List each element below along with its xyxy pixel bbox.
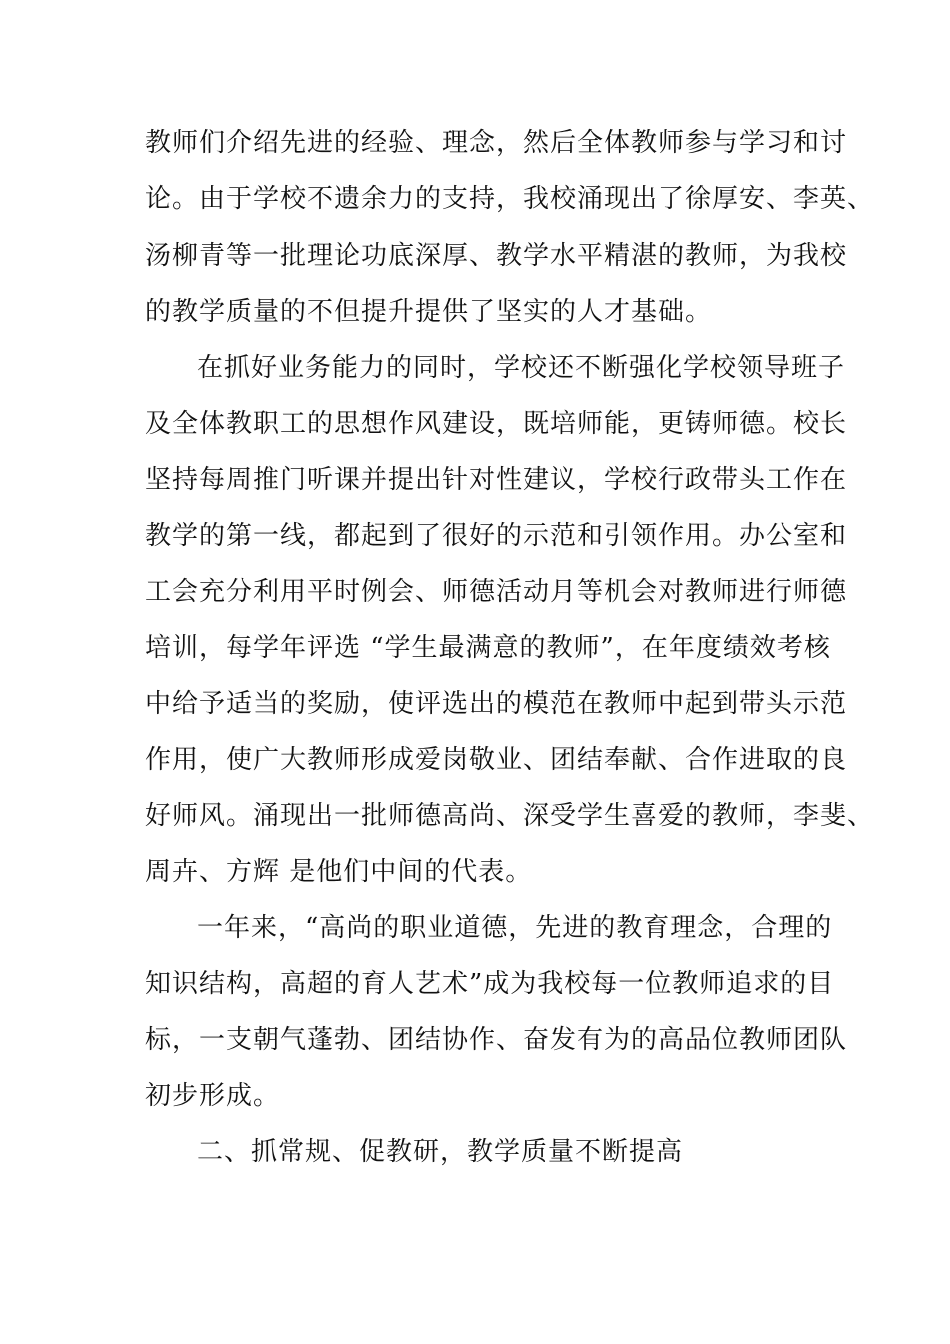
paragraph-line: 知识结构，高超的育人艺术”成为我校每一位教师追求的目 [145,969,835,999]
paragraph-line: 一年来，“高尚的职业道德，先进的教育理念，合理的 [197,913,833,943]
paragraph-line: 论。由于学校不遗余力的支持，我校涌现出了徐厚安、李英、 [145,184,875,214]
paragraph-line: 在抓好业务能力的同时，学校还不断强化学校领导班子 [197,353,846,383]
paragraph-line: 坚持每周推门听课并提出针对性建议，学校行政带头工作在 [145,465,848,495]
section-heading: 二、抓常规、促教研，教学质量不断提高 [197,1137,684,1167]
paragraph-line: 中给予适当的奖励，使评选出的模范在教师中起到带头示范 [145,689,848,719]
paragraph-line: 好师风。涌现出一批师德高尚、深受学生喜爱的教师，李斐、 [145,801,875,831]
paragraph-line: 的教学质量的不但提升提供了坚实的人才基础。 [145,297,713,327]
paragraph-line: 教师们介绍先进的经验、理念，然后全体教师参与学习和讨 [145,128,848,158]
paragraph-line: 培训，每学年评选 “学生最满意的教师”，在年度绩效考核 [145,633,831,663]
paragraph-line: 作用，使广大教师形成爱岗敬业、团结奉献、合作进取的良 [145,745,848,775]
paragraph-line: 周卉、方辉 是他们中间的代表。 [145,857,533,887]
paragraph-line: 工会充分利用平时例会、师德活动月等机会对教师进行师德 [145,577,848,607]
paragraph-line: 标，一支朝气蓬勃、团结协作、奋发有为的高品位教师团队 [145,1025,848,1055]
paragraph-line: 汤柳青等一批理论功底深厚、教学水平精湛的教师，为我校 [145,241,848,271]
paragraph-line: 及全体教职工的思想作风建设，既培师能，更铸师德。校长 [145,409,848,439]
paragraph-line: 初步形成。 [145,1081,281,1111]
paragraph-line: 教学的第一线，都起到了很好的示范和引领作用。办公室和 [145,521,848,551]
